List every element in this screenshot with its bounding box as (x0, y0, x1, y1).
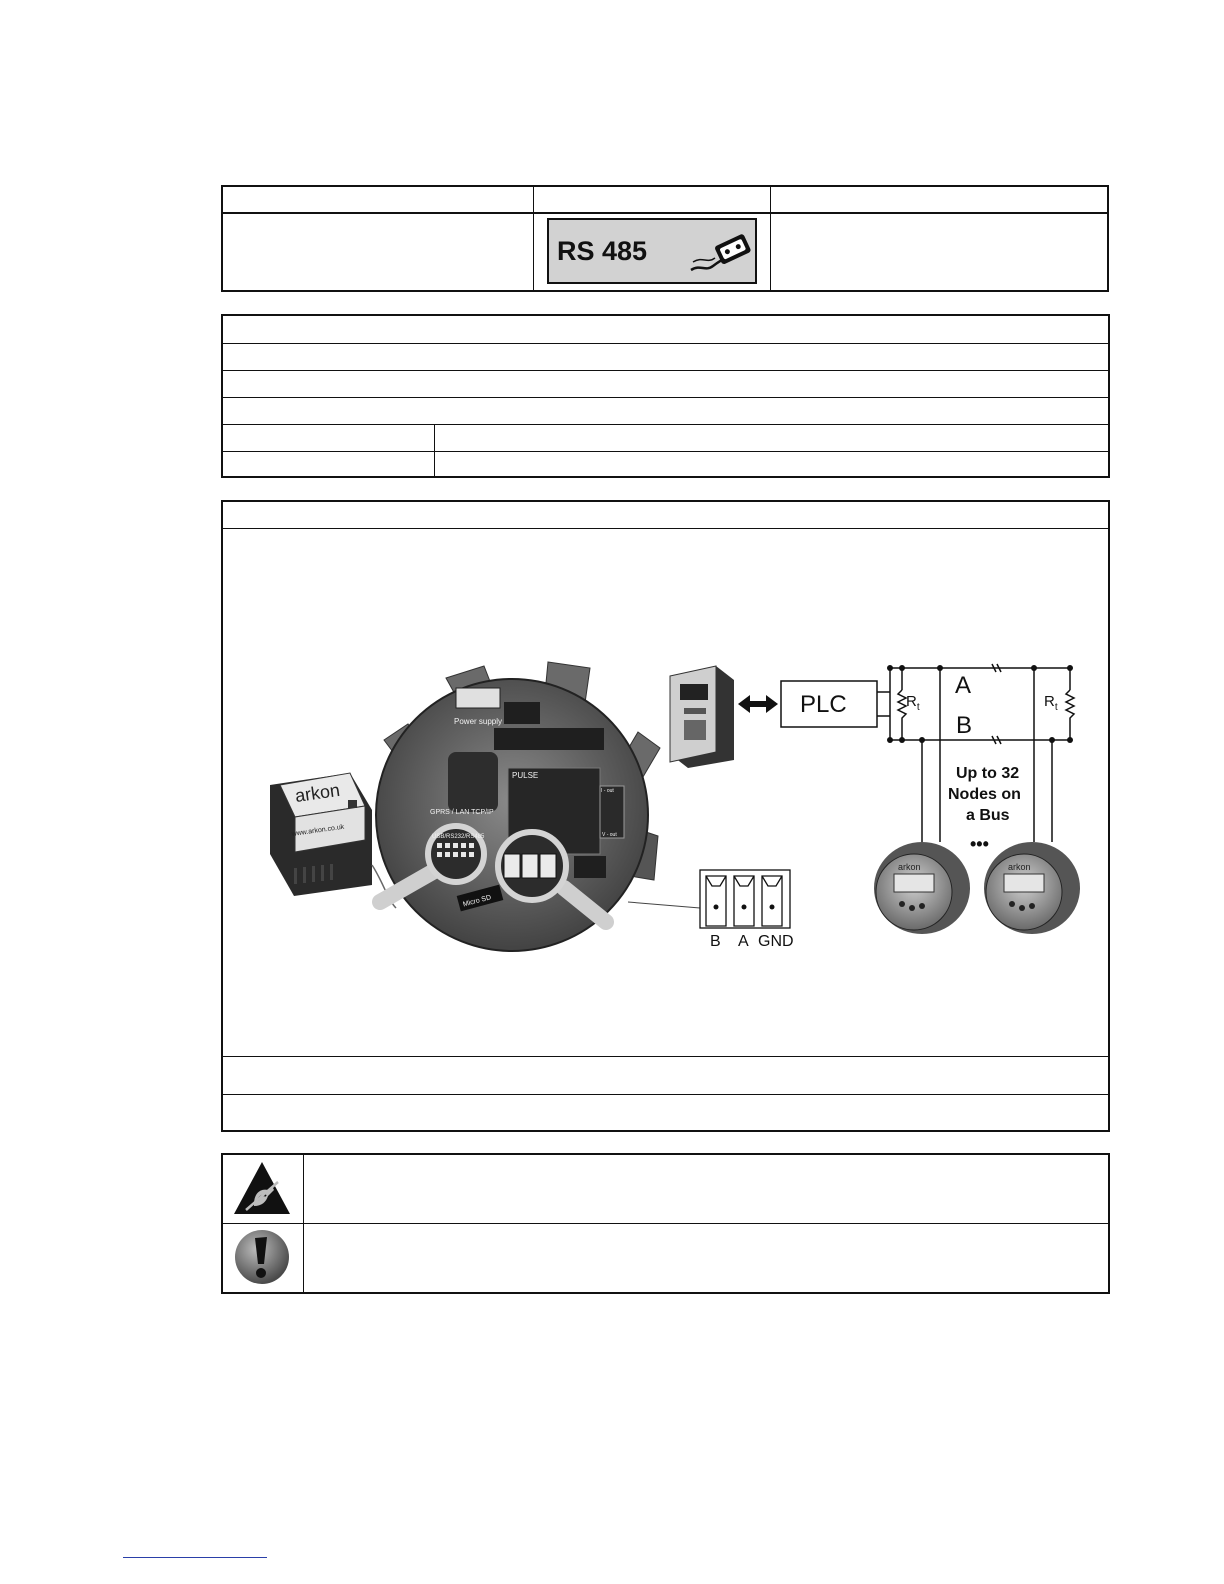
pcb-pulse-label: PULSE (512, 771, 539, 780)
pcb-vout-label: V - out (602, 832, 617, 838)
exclamation-icon (233, 1228, 291, 1286)
header-col-divider-2 (770, 187, 771, 290)
rs485-wiring-figure (222, 640, 1109, 970)
plc-label: PLC (800, 691, 847, 718)
notes-row-divider (223, 1223, 1108, 1224)
rs485-badge-label: RS 485 (557, 236, 648, 266)
meter-2-logo: arkon (1008, 862, 1031, 872)
bus-line-a-label: A (955, 672, 972, 699)
nodes-ellipsis: ••• (970, 834, 989, 854)
pc-tower (670, 666, 734, 768)
resistor-label-left: $R_t$ (906, 693, 920, 713)
spec-row-3 (223, 397, 1108, 398)
terminal-block (700, 870, 794, 950)
spec-row-4 (223, 424, 1108, 425)
meter-1-logo: arkon (898, 862, 921, 872)
pcb-gprs-label: GPRS / LAN TCP/IP (430, 809, 494, 816)
pcb-power-supply-label: Power supply (454, 717, 503, 726)
spec-col-divider (434, 424, 435, 476)
terminal-label-a: A (738, 933, 749, 950)
terminal-label-gnd: GND (758, 933, 794, 950)
nodes-text-line-2: Nodes on (948, 786, 1021, 803)
notes-col-divider (303, 1155, 304, 1292)
terminal-label-b: B (710, 933, 721, 950)
spec-table (221, 314, 1110, 478)
notes-table (221, 1153, 1110, 1294)
serial-cable-icon (687, 226, 753, 278)
figure-caption-divider-2 (223, 1094, 1108, 1095)
header-row-divider (223, 212, 1107, 214)
meter-node-2 (984, 842, 1080, 934)
spec-row-1 (223, 343, 1108, 344)
nodes-text-line-1: Up to 32 (956, 765, 1020, 782)
spec-row-2 (223, 370, 1108, 371)
figure-caption-divider-1 (223, 1056, 1108, 1057)
spec-row-5 (223, 451, 1108, 452)
double-arrow (738, 695, 778, 713)
nodes-text-line-3: a Bus (966, 807, 1010, 824)
adapter-url: www.arkon.co.uk (291, 823, 345, 838)
pcb-board (376, 662, 660, 951)
footer-rule (123, 1557, 267, 1558)
bus-line-b-label: B (956, 712, 973, 739)
adapter-logo: arkon (293, 779, 342, 806)
figure-header-divider (223, 528, 1108, 529)
pcb-usb-label: USB/RS232/RS485 (432, 834, 485, 840)
rs485-badge (547, 218, 757, 284)
resistor-label-right: $R_t$ (1044, 693, 1058, 713)
esd-warning-icon (232, 1160, 292, 1216)
pcb-microsd-label: Micro SD (462, 894, 492, 909)
pcb-iout-label: I - out (601, 788, 614, 794)
meter-node-1 (874, 842, 970, 934)
header-col-divider-1 (533, 187, 534, 290)
